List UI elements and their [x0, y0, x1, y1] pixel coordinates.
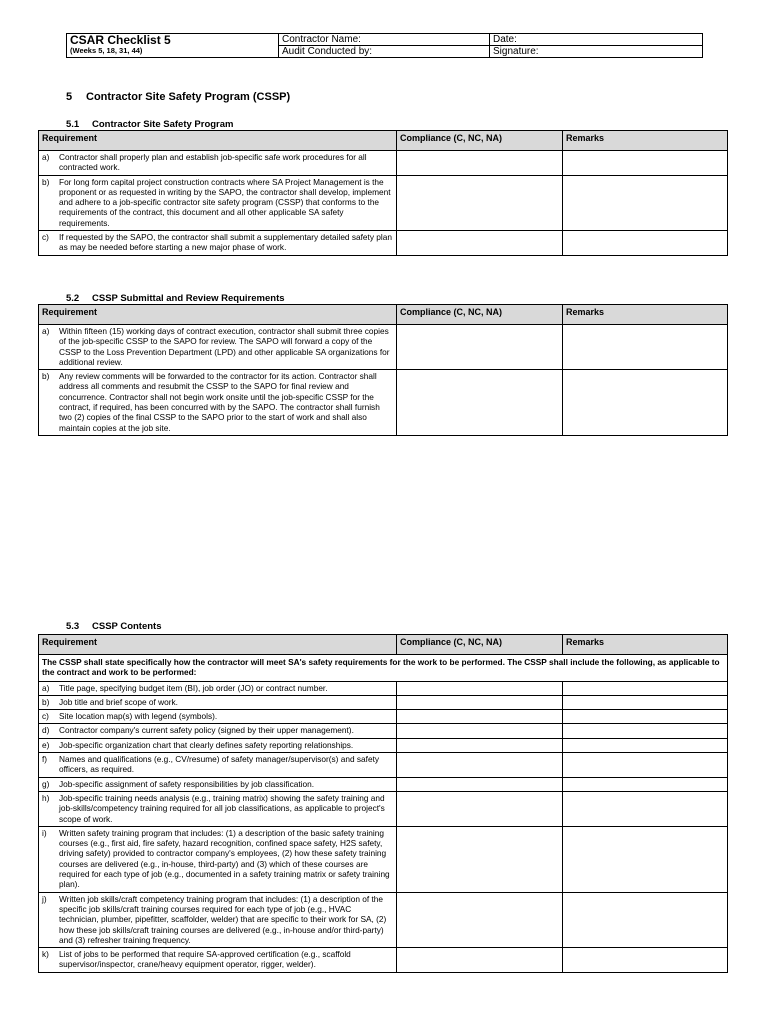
subsection-number: 5.2	[66, 293, 80, 304]
remarks-cell[interactable]	[563, 231, 728, 256]
remarks-cell[interactable]	[563, 753, 728, 778]
requirement-row	[39, 753, 728, 778]
compliance-cell[interactable]	[397, 777, 563, 791]
requirement-text: Written safety training program that includes: (1) a description of the basic safety training courses (e.g., first aid, fire safety, hazard recognition, confined space safety, H2S safety, driving safety) provided to contractor company's employees, (2) how these safety training courses are delivered (e.g., in-house, third-party) and (3) which of these courses are required for each type of job (e.g., documented in a safety training matrix or safety training plan).	[59, 827, 390, 890]
subsection-title: Contractor Site Safety Program	[92, 119, 234, 130]
requirement-text: Title page, specifying budget item (BI), job order (JO) or contract number.	[59, 682, 328, 693]
column-header-remarks: Remarks	[563, 305, 728, 325]
requirement-letter: j)	[42, 893, 47, 904]
checklist-header	[66, 33, 703, 58]
column-header-compliance: Compliance (C, NC, NA)	[397, 305, 563, 325]
column-header-compliance: Compliance (C, NC, NA)	[397, 131, 563, 151]
requirement-letter: a)	[42, 682, 50, 693]
compliance-cell[interactable]	[397, 370, 563, 436]
compliance-cell[interactable]	[397, 325, 563, 370]
checklist-weeks: (Weeks 5, 18, 31, 44)	[70, 46, 143, 55]
requirement-letter: b)	[42, 696, 50, 707]
column-header-remarks: Remarks	[563, 131, 728, 151]
requirement-row	[39, 175, 728, 230]
requirement-text: Job-specific training needs analysis (e.g., training matrix) showing the safety training and job-skills/competency training required for all job classifications, as applicable to project's scope of work.	[59, 792, 385, 824]
section-title: Contractor Site Safety Program (CSSP)	[86, 91, 291, 103]
requirement-cell	[39, 826, 397, 892]
compliance-cell[interactable]	[397, 231, 563, 256]
requirement-row	[39, 826, 728, 892]
requirement-cell	[39, 724, 397, 738]
remarks-cell[interactable]	[563, 681, 728, 695]
compliance-cell[interactable]	[397, 738, 563, 752]
checklist-title-cell	[67, 34, 279, 58]
remarks-cell[interactable]	[563, 738, 728, 752]
remarks-cell[interactable]	[563, 791, 728, 826]
requirement-letter: h)	[42, 792, 50, 803]
remarks-cell[interactable]	[563, 325, 728, 370]
requirement-row	[39, 151, 728, 176]
compliance-cell[interactable]	[397, 175, 563, 230]
subsection-title: CSSP Contents	[92, 621, 162, 632]
compliance-cell[interactable]	[397, 724, 563, 738]
requirement-cell	[39, 231, 397, 256]
requirement-letter: c)	[42, 711, 49, 722]
requirement-cell	[39, 777, 397, 791]
compliance-cell[interactable]	[397, 892, 563, 947]
subsection-heading-5-1	[66, 119, 233, 130]
requirement-cell	[39, 791, 397, 826]
requirement-cell	[39, 892, 397, 947]
signature-field[interactable]: Signature:	[490, 46, 703, 58]
requirement-cell	[39, 948, 397, 973]
compliance-cell[interactable]	[397, 681, 563, 695]
compliance-cell[interactable]	[397, 826, 563, 892]
requirement-cell	[39, 681, 397, 695]
subsection-title: CSSP Submittal and Review Requirements	[92, 293, 285, 304]
requirement-letter: a)	[42, 152, 50, 162]
remarks-cell[interactable]	[563, 724, 728, 738]
requirement-text: Site location map(s) with legend (symbols).	[59, 711, 218, 722]
requirement-row	[39, 777, 728, 791]
requirement-text: For long form capital project construction contracts where SA Project Management is the proponent or as requested in writing by the SAPO, the contractor shall develop, implement and adhere to a job-specific contractor site safety program (CSSP) that conforms to the requirements of the contract, this document and all other applicable SA safety requirements.	[59, 176, 391, 228]
requirement-letter: a)	[42, 326, 50, 336]
requirement-cell	[39, 695, 397, 709]
requirement-letter: c)	[42, 232, 49, 243]
compliance-cell[interactable]	[397, 710, 563, 724]
remarks-cell[interactable]	[563, 826, 728, 892]
subsection-number: 5.3	[66, 621, 80, 632]
requirement-row	[39, 948, 728, 973]
column-header-requirement: Requirement	[39, 635, 397, 655]
remarks-cell[interactable]	[563, 710, 728, 724]
subsection-number: 5.1	[66, 119, 80, 130]
requirement-text: Contractor shall properly plan and establish job-specific safe work procedures for all contracted work.	[59, 152, 367, 173]
requirement-text: List of jobs to be performed that require SA-approved certification (e.g., scaffold supervisor/inspector, crane/heavy equipment operator, rigger, welder).	[59, 949, 351, 970]
requirement-text: Contractor company's current safety policy (signed by their upper management).	[59, 725, 354, 736]
column-header-remarks: Remarks	[563, 635, 728, 655]
requirement-row	[39, 738, 728, 752]
cssp-intro-text: The CSSP shall state specifically how the contractor will meet SA's safety requirements for the work to be performed. The CSSP shall include the following, as applicable to the contract and work to be performed:	[39, 655, 728, 682]
requirement-text: Names and qualifications (e.g., CV/resume) of safety manager/supervisor(s) and safety officers, as required.	[59, 754, 380, 775]
compliance-cell[interactable]	[397, 753, 563, 778]
requirement-letter: e)	[42, 739, 50, 750]
requirement-row	[39, 791, 728, 826]
requirement-cell	[39, 710, 397, 724]
requirement-row	[39, 370, 728, 436]
requirement-text: Job-specific organization chart that clearly defines safety reporting relationships.	[59, 739, 354, 750]
compliance-cell[interactable]	[397, 791, 563, 826]
requirement-row	[39, 724, 728, 738]
requirement-text: Job-specific assignment of safety responsibilities by job classification.	[59, 778, 315, 789]
section-number: 5	[66, 91, 73, 103]
requirement-row	[39, 231, 728, 256]
requirement-row	[39, 695, 728, 709]
remarks-cell[interactable]	[563, 151, 728, 176]
requirement-row	[39, 892, 728, 947]
remarks-cell[interactable]	[563, 175, 728, 230]
compliance-cell[interactable]	[397, 695, 563, 709]
requirements-table-5-2	[38, 304, 728, 436]
requirements-table-5-3	[38, 634, 728, 973]
subsection-heading-5-2	[66, 293, 285, 304]
requirement-letter: d)	[42, 725, 50, 736]
requirement-letter: f)	[42, 754, 48, 765]
requirement-letter: k)	[42, 949, 49, 960]
audit-conducted-by-field[interactable]: Audit Conducted by:	[279, 46, 490, 58]
remarks-cell[interactable]	[563, 892, 728, 947]
requirement-text: If requested by the SAPO, the contractor shall submit a supplementary detailed safety plan as may be needed before starting a new major phase of work.	[59, 232, 392, 253]
remarks-cell[interactable]	[563, 948, 728, 973]
compliance-cell[interactable]	[397, 151, 563, 176]
requirement-letter: i)	[42, 827, 47, 838]
requirement-cell	[39, 738, 397, 752]
checklist-title: CSAR Checklist 5	[70, 33, 171, 47]
requirement-letter: g)	[42, 778, 50, 789]
requirement-row	[39, 325, 728, 370]
remarks-cell[interactable]	[563, 695, 728, 709]
remarks-cell[interactable]	[563, 777, 728, 791]
requirement-text: Job title and brief scope of work.	[59, 696, 178, 707]
date-field[interactable]: Date:	[490, 34, 703, 46]
requirement-row	[39, 681, 728, 695]
compliance-cell[interactable]	[397, 948, 563, 973]
requirement-cell	[39, 325, 397, 370]
contractor-name-field[interactable]: Contractor Name:	[279, 34, 490, 46]
column-header-requirement: Requirement	[39, 131, 397, 151]
requirement-text: Any review comments will be forwarded to the contractor for its action. Contractor shall address all comments and resubmit the CSSP to the SAPO for final review and concurrence. Contractor shall not begin work onsite until the job-specific CSSP for the contract, if required, has been concurred with by the SAPO. The contractor shall furnish two (2) copies of the final CSSP to the SAPO prior to the start of work and shall also maintain copies at the job site.	[59, 371, 380, 433]
requirement-letter: b)	[42, 176, 50, 187]
remarks-cell[interactable]	[563, 370, 728, 436]
column-header-compliance: Compliance (C, NC, NA)	[397, 635, 563, 655]
requirement-text: Within fifteen (15) working days of contract execution, contractor shall submit three copies of the job-specific CSSP to the SAPO for review. The SAPO will forward a copy of the CSSP to the Loss Prevention Department (LPD) and other applicable SA organizations for additional review.	[59, 326, 390, 367]
requirement-cell	[39, 753, 397, 778]
requirement-cell	[39, 175, 397, 230]
requirement-text: Written job skills/craft competency training program that includes: (1) a description of the specific job skills/craft training courses required for each type of job (e.g., HVAC technician, plumber, pipefitter, scaffolder, welder) that are specific to their work for SA, (2) how these job skills/craft training courses are delivered (e.g., in-house and/or third-party) and (3) refresher training frequency.	[59, 893, 387, 945]
column-header-requirement: Requirement	[39, 305, 397, 325]
requirement-cell	[39, 370, 397, 436]
requirements-table-5-1	[38, 130, 728, 256]
subsection-heading-5-3	[66, 621, 162, 632]
requirement-row	[39, 710, 728, 724]
requirement-cell	[39, 151, 397, 176]
section-heading	[66, 91, 290, 103]
requirement-letter: b)	[42, 371, 50, 382]
